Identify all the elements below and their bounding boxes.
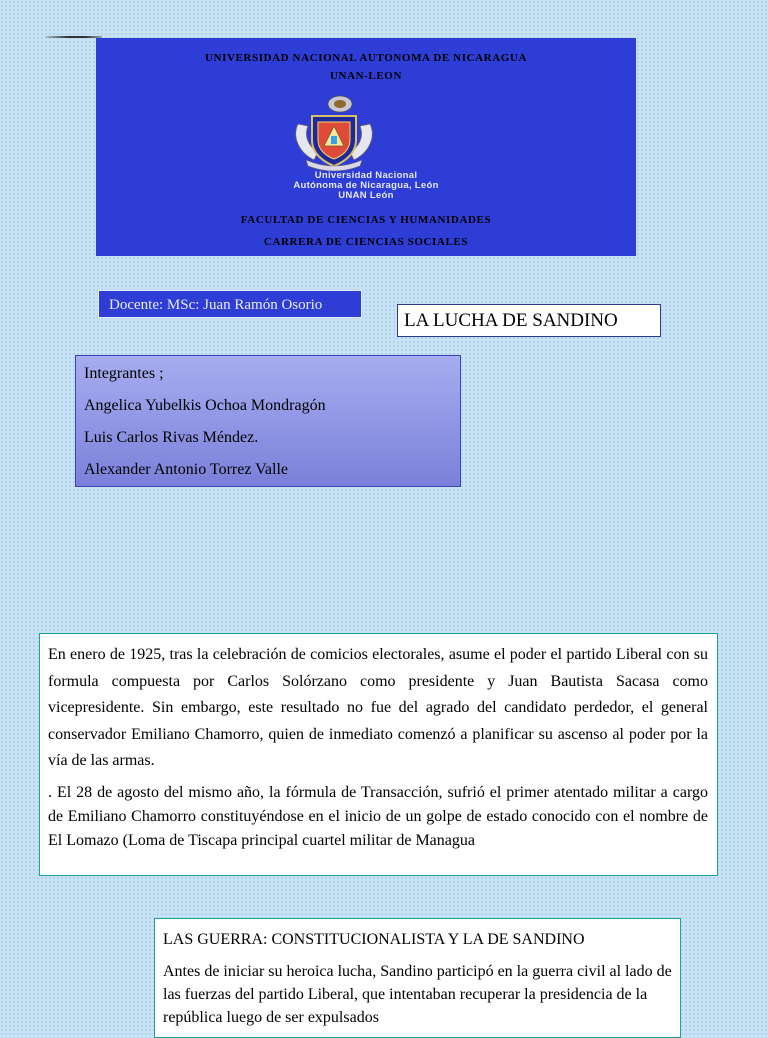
seal-caption-line: Universidad Nacional bbox=[314, 170, 418, 181]
teacher-label: Docente: MSc: Juan Ramón Osorio bbox=[98, 290, 362, 318]
member-name: Luis Carlos Rivas Méndez. bbox=[84, 429, 259, 446]
members-box bbox=[75, 355, 461, 487]
paragraph: En enero de 1925, tras la celebración de comicios electorales, asume el poder el partido Liberal con su formula compuesta por Carlos Solórzano como presidente y Juan Bautista Sacasa como vicepresidente. Sin embargo, este resultado no fue del agrado del candidato perdedor, el general conservador Emiliano Chamorro, quien de inmediato comenzó a planificar su ascenso al poder por la vía de las armas. bbox=[48, 646, 708, 769]
seal-caption-line: UNAN León bbox=[338, 190, 394, 201]
member-name: Angelica Yubelkis Ochoa Mondragón bbox=[84, 397, 326, 414]
member-name: Alexander Antonio Torrez Valle bbox=[84, 461, 289, 478]
members-heading: Integrantes ; bbox=[84, 365, 164, 382]
paragraph: . El 28 de agosto del mismo año, la fórmula de Transacción, sufrió el primer atentado militar a cargo de Emiliano Chamorro constituyéndose en el inicio de un golpe de estado conocido con el nombre de El Lomazo (Loma de Tiscapa principal cuartel militar de Managua bbox=[48, 783, 708, 849]
university-header bbox=[96, 38, 636, 256]
university-seal-icon bbox=[284, 94, 384, 174]
decorative-line bbox=[46, 36, 102, 38]
university-short-name: UNAN-LEON bbox=[329, 70, 402, 82]
document-title: LA LUCHA DE SANDINO bbox=[397, 304, 661, 337]
career-name: CARRERA DE CIENCIAS SOCIALES bbox=[263, 236, 469, 248]
section-box bbox=[154, 918, 681, 1038]
history-text-box bbox=[39, 633, 718, 876]
section-heading: LAS GUERRA: CONSTITUCIONALISTA Y LA DE SANDINO bbox=[163, 931, 585, 948]
seal-caption-line: Autónoma de Nicaragua, León bbox=[293, 180, 439, 191]
faculty-name: FACULTAD DE CIENCIAS Y HUMANIDADES bbox=[240, 214, 492, 226]
university-name: UNIVERSIDAD NACIONAL AUTONOMA DE NICARAGUA bbox=[204, 52, 528, 64]
section-text: Antes de iniciar su heroica lucha, Sandino participó en la guerra civil al lado de las fuerzas del partido Liberal, que intentaban recuperar la presidencia de la república luego de ser expulsados bbox=[163, 963, 672, 1026]
seal-caption bbox=[96, 171, 636, 201]
